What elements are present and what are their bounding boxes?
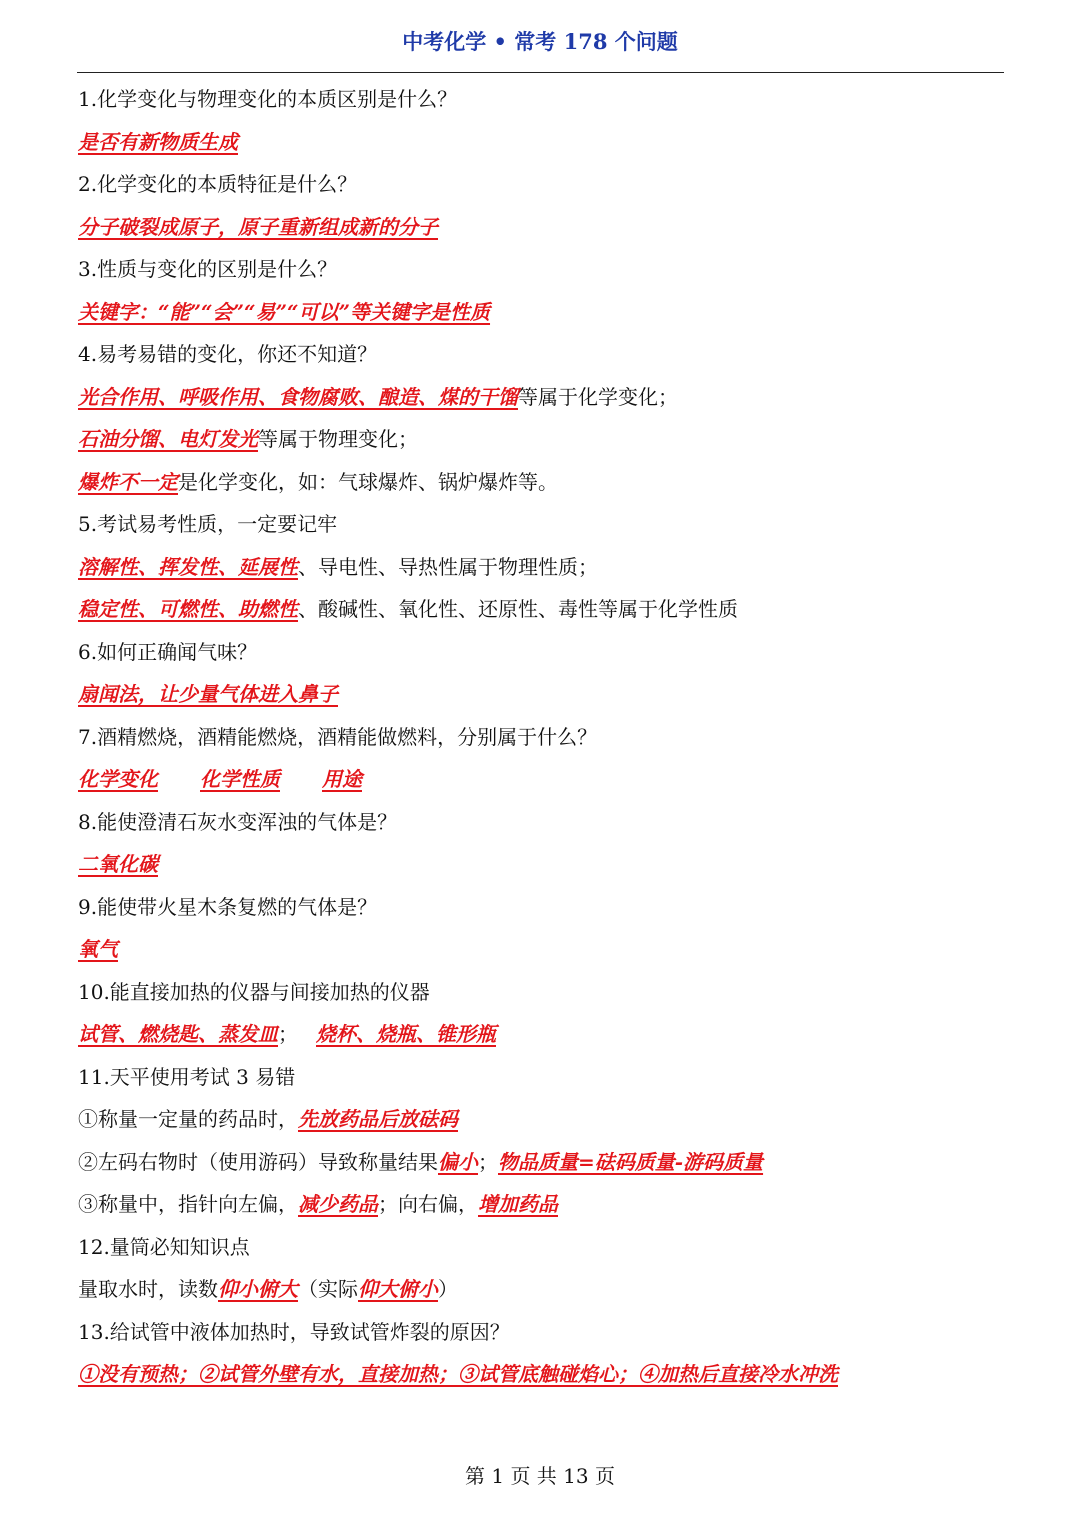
answer-10 <box>78 1019 1004 1062</box>
question-2: 2.化学变化的本质特征是什么？ <box>78 172 358 196</box>
answer-11-line-1 <box>78 1104 1004 1147</box>
answer-4-line-1 <box>78 382 1004 425</box>
answer-12 <box>78 1274 1004 1317</box>
question-10: 10.能直接加热的仪器与间接加热的仪器 <box>78 979 430 1004</box>
answer-plain: ③称量中，指针向左偏， <box>78 1192 298 1216</box>
answer-1 <box>78 127 1004 170</box>
question-3: 3.性质与变化的区别是什么？ <box>78 257 338 281</box>
answer-2 <box>78 212 1004 255</box>
answer-highlight: 稳定性、可燃性、助燃性 <box>78 597 298 621</box>
answer-plain: ；向右偏， <box>378 1192 478 1216</box>
answer-11-line-3 <box>78 1189 1004 1232</box>
answer-highlight: 爆炸不一定 <box>78 469 178 494</box>
answer-text: 分子破裂成原子，原子重新组成新的分子 <box>78 214 438 239</box>
answer-text: 化学变化 <box>78 767 158 791</box>
answer-highlight: 减少药品 <box>298 1192 378 1216</box>
answer-highlight: 物品质量=砝码质量-游码质量 <box>498 1149 764 1174</box>
answer-plain: 等属于物理变化； <box>258 427 418 451</box>
document-body <box>78 84 1004 1402</box>
answer-8 <box>78 849 1004 892</box>
question-11: 11.天平使用考试 3 易错 <box>78 1064 296 1089</box>
question-13: 13.给试管中液体加热时，导致试管炸裂的原因？ <box>78 1319 510 1344</box>
answer-highlight: 先放药品后放砝码 <box>298 1107 458 1131</box>
answer-text: 扇闻法，让少量气体进入鼻子 <box>78 682 338 706</box>
answer-text: 试管、燃烧匙、蒸发皿 <box>78 1022 278 1046</box>
answer-text: 氧气 <box>78 937 118 961</box>
answer-text: 是否有新物质生成 <box>78 129 238 154</box>
question-5: 5.考试易考性质，一定要记牢 <box>78 512 338 536</box>
answer-highlight: 仰小俯大 <box>218 1277 298 1301</box>
answer-text: 二氧化碳 <box>78 852 158 876</box>
answer-9 <box>78 934 1004 977</box>
question-7: 7.酒精燃烧，酒精能燃烧，酒精能做燃料，分别属于什么？ <box>78 724 598 749</box>
answer-separator: ； <box>278 1022 298 1046</box>
answer-plain: 是化学变化，如：气球爆炸、锅炉爆炸等。 <box>178 469 558 494</box>
question-1: 1.化学变化与物理变化的本质区别是什么？ <box>78 87 458 111</box>
answer-plain: 、酸碱性、氧化性、还原性、毒性等属于化学性质 <box>298 597 738 621</box>
answer-highlight: 仰大俯小 <box>358 1277 438 1301</box>
question-6: 6.如何正确闻气味？ <box>78 639 258 664</box>
answer-plain: ； <box>478 1149 498 1174</box>
answer-text: 烧杯、烧瓶、锥形瓶 <box>316 1022 496 1046</box>
question-8: 8.能使澄清石灰水变浑浊的气体是？ <box>78 809 398 834</box>
answer-13 <box>78 1359 1004 1402</box>
answer-3 <box>78 297 1004 340</box>
answer-highlight: 石油分馏、电灯发光 <box>78 427 258 451</box>
question-12: 12.量筒必知知识点 <box>78 1234 250 1259</box>
answer-highlight: 偏小 <box>438 1149 478 1174</box>
answer-6 <box>78 679 1004 722</box>
answer-plain: ②左码右物时（使用游码）导致称量结果 <box>78 1149 438 1174</box>
answer-text: ①没有预热；②试管外壁有水，直接加热；③试管底触碰焰心；④加热后直接冷水冲洗 <box>78 1362 838 1386</box>
question-4: 4.易考易错的变化，你还不知道？ <box>78 342 378 366</box>
answer-text: 关键字：“能”“会”“易”“可以”等关键字是性质 <box>78 299 491 324</box>
question-9: 9.能使带火星木条复燃的气体是？ <box>78 894 378 919</box>
answer-highlight: 光合作用、呼吸作用、食物腐败、酿造、煤的干馏 <box>78 384 518 409</box>
page-footer: 第 1 页 共 13 页 <box>465 1464 615 1488</box>
answer-4-line-3 <box>78 467 1004 510</box>
answer-text: 化学性质 <box>200 767 280 791</box>
page-header-title: 中考化学 • 常考 178 个问题 <box>402 29 678 54</box>
answer-plain: 量取水时，读数 <box>78 1277 218 1301</box>
answer-4-line-2 <box>78 424 1004 467</box>
answer-highlight: 增加药品 <box>478 1192 558 1216</box>
answer-5-line-2 <box>78 594 1004 637</box>
answer-7 <box>78 764 1004 807</box>
answer-plain: ） <box>438 1277 458 1301</box>
answer-11-line-2 <box>78 1147 1004 1190</box>
answer-text: 用途 <box>322 767 362 791</box>
answer-plain: 等属于化学变化； <box>518 384 678 409</box>
answer-plain: （实际 <box>298 1277 358 1301</box>
answer-plain: 、导电性、导热性属于物理性质； <box>298 554 598 579</box>
answer-plain: ①称量一定量的药品时， <box>78 1107 298 1131</box>
answer-5-line-1 <box>78 552 1004 595</box>
header-divider <box>77 72 1004 73</box>
answer-highlight: 溶解性、挥发性、延展性 <box>78 554 298 579</box>
